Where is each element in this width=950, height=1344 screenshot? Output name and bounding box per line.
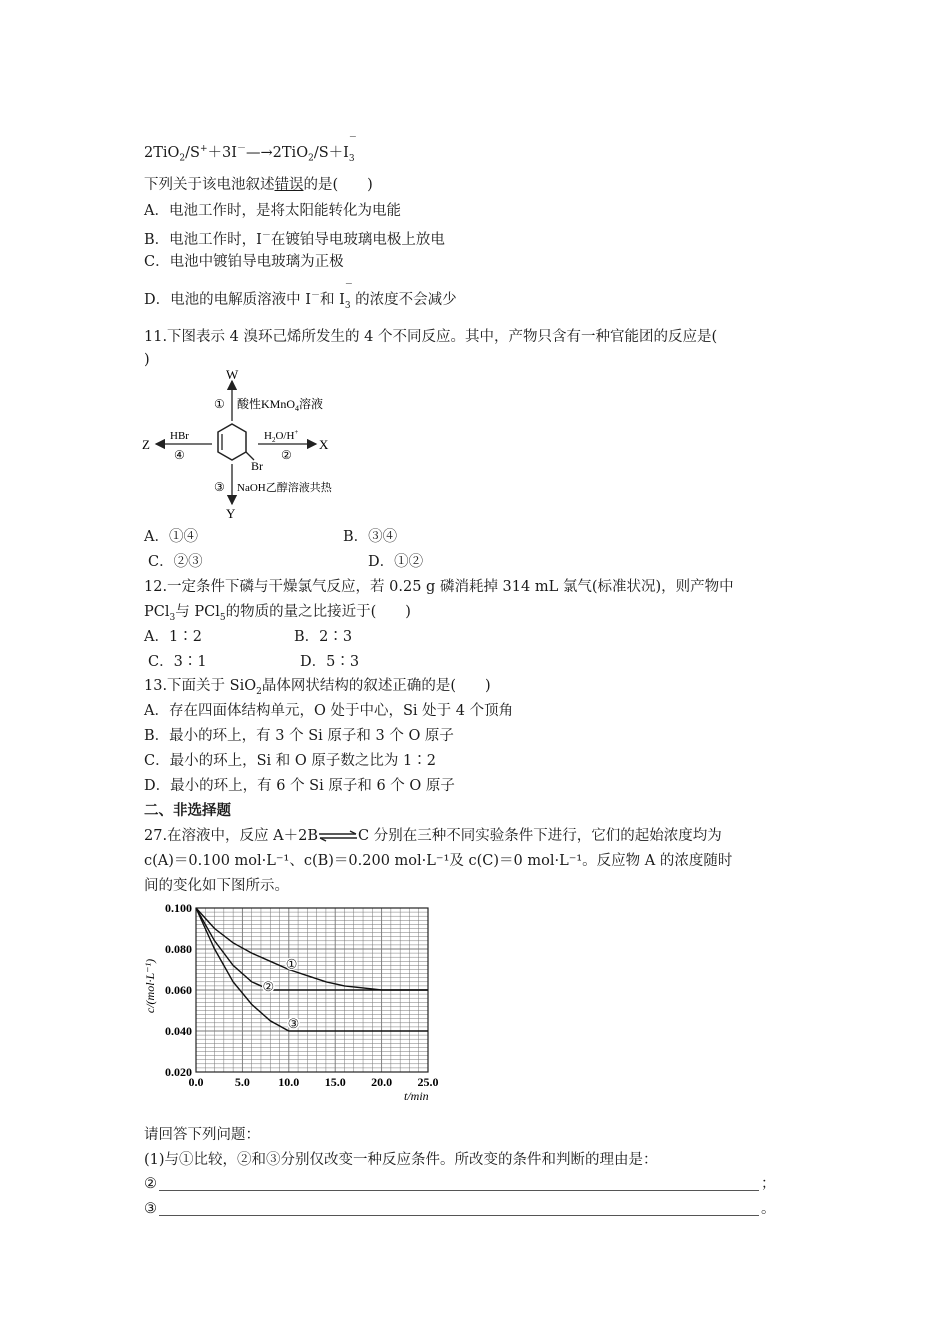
answer-line-3: ③ 。 bbox=[144, 1201, 776, 1217]
x-tick-label: 25.0 bbox=[417, 1075, 439, 1089]
series-label: ① bbox=[285, 956, 298, 972]
series-label: ③ bbox=[287, 1016, 300, 1032]
x-axis-label: t/min bbox=[404, 1089, 429, 1103]
q11-stem: 11.下图表示 4 溴环己烯所发生的 4 个不同反应。其中，产物只含有一种官能团的反应是( bbox=[144, 329, 718, 345]
q12-option-a: A．1∶2 bbox=[144, 629, 202, 645]
q13-option-c: C．最小的环上，Si 和 O 原子数之比为 1∶2 bbox=[144, 753, 436, 769]
x-tick-label: 15.0 bbox=[324, 1075, 346, 1089]
y-axis-label: c/(mol·L⁻¹) bbox=[143, 958, 157, 1014]
reaction-1-number: ① bbox=[214, 397, 225, 411]
reaction-2-reagent: $H_2O/H^+$ bbox=[264, 428, 299, 444]
product-y: Y bbox=[226, 506, 236, 521]
y-tick-label: 0.040 bbox=[165, 1024, 192, 1038]
bromo-label: Br bbox=[251, 459, 263, 473]
q11-option-c: C．②③ bbox=[148, 554, 203, 570]
reaction-3-reagent: NaOH乙醇溶液共热 bbox=[237, 482, 332, 494]
product-z: Z bbox=[142, 437, 150, 452]
q27-stem-3: 间的变化如下图所示。 bbox=[144, 878, 289, 894]
x-tick-label: 10.0 bbox=[278, 1075, 300, 1089]
q10-option-b: B．电池工作时，I－在镀铂导电玻璃电极上放电 bbox=[144, 231, 445, 248]
q13-stem: 13.下面关于 SiO$_2$晶体网状结构的叙述正确的是( ) bbox=[144, 678, 491, 697]
reaction-3-number: ③ bbox=[214, 480, 225, 494]
q11-option-b: B．③④ bbox=[343, 529, 398, 545]
q12-option-c: C．3∶1 bbox=[148, 654, 207, 670]
q11-option-a: A．①④ bbox=[144, 529, 198, 545]
q13-option-d: D．最小的环上，有 6 个 Si 原子和 6 个 O 原子 bbox=[144, 778, 455, 794]
answer-line-2: ② ； bbox=[144, 1176, 776, 1192]
y-tick-label: 0.100 bbox=[165, 901, 192, 915]
q12-stem-2: PCl$_3$与 PCl$_5$的物质的量之比接近于( ) bbox=[144, 604, 411, 623]
series-label: ② bbox=[262, 978, 275, 994]
q27-part-1: (1)与①比较，②和③分别仅改变一种反应条件。所改变的条件和判断的理由是： bbox=[144, 1152, 658, 1168]
x-tick-label: 5.0 bbox=[234, 1075, 250, 1089]
q13-option-b: B．最小的环上，有 3 个 Si 原子和 3 个 O 原子 bbox=[144, 728, 454, 744]
q10-option-d: D．电池的电解质溶液中 I－和 I‾ $_3$ 的浓度不会减少 bbox=[144, 286, 457, 316]
q12-option-d: D．5∶3 bbox=[300, 654, 360, 670]
answer-blank-3[interactable] bbox=[159, 1203, 759, 1216]
y-tick-label: 0.060 bbox=[165, 983, 192, 997]
equation-line: 2TiO$_2$/S+＋3I－—→2TiO$_2$/S＋I‾ $_3$ bbox=[144, 139, 355, 169]
y-tick-label: 0.080 bbox=[165, 942, 192, 956]
equilibrium-arrow-icon bbox=[318, 830, 358, 842]
q27-ask: 请回答下列问题： bbox=[144, 1127, 260, 1143]
product-w: W bbox=[226, 367, 239, 382]
q12-option-b: B．2∶3 bbox=[294, 629, 353, 645]
answer-blank-2[interactable] bbox=[159, 1178, 759, 1191]
reaction-4-number: ④ bbox=[174, 448, 185, 462]
y-tick-label: 0.020 bbox=[165, 1065, 192, 1079]
reaction-4-reagent: HBr bbox=[170, 430, 189, 442]
x-tick-label: 20.0 bbox=[371, 1075, 393, 1089]
q11-stem-end: ) bbox=[144, 352, 150, 368]
product-x: X bbox=[319, 437, 329, 452]
x-tick-label: 0.0 bbox=[188, 1075, 204, 1089]
q10-option-c: C．电池中镀铂导电玻璃为正极 bbox=[144, 254, 344, 270]
q27-stem: 27.在溶液中，反应 A＋2B C 分别在三种不同实验条件下进行，它们的起始浓度均为 bbox=[144, 828, 722, 844]
reaction-2-number: ② bbox=[281, 448, 292, 462]
q27-stem-2: c(A)＝0.100 mol·L⁻¹、c(B)＝0.200 mol·L⁻¹及 c(C)＝0 mol·L⁻¹。反应物 A 的浓度随时 bbox=[144, 853, 733, 869]
q10-option-a: A．电池工作时，是将太阳能转化为电能 bbox=[144, 203, 401, 219]
concentration-chart bbox=[140, 896, 450, 1106]
section-heading: 二、非选择题 bbox=[144, 802, 231, 819]
q11-option-d: D．①② bbox=[368, 554, 424, 570]
reaction-diagram bbox=[136, 366, 376, 524]
q10-stem: 下列关于该电池叙述错误的是( ) bbox=[144, 177, 373, 193]
q13-option-a: A．存在四面体结构单元，O 处于中心，Si 处于 4 个顶角 bbox=[144, 703, 514, 719]
chart-labels bbox=[143, 901, 439, 1103]
q12-stem: 12.一定条件下磷与干燥氯气反应，若 0.25 g 磷消耗掉 314 mL 氯气(标准状况)，则产物中 bbox=[144, 579, 734, 595]
reaction-1-reagent: 酸性KMnO$_4$溶液 bbox=[237, 397, 324, 413]
